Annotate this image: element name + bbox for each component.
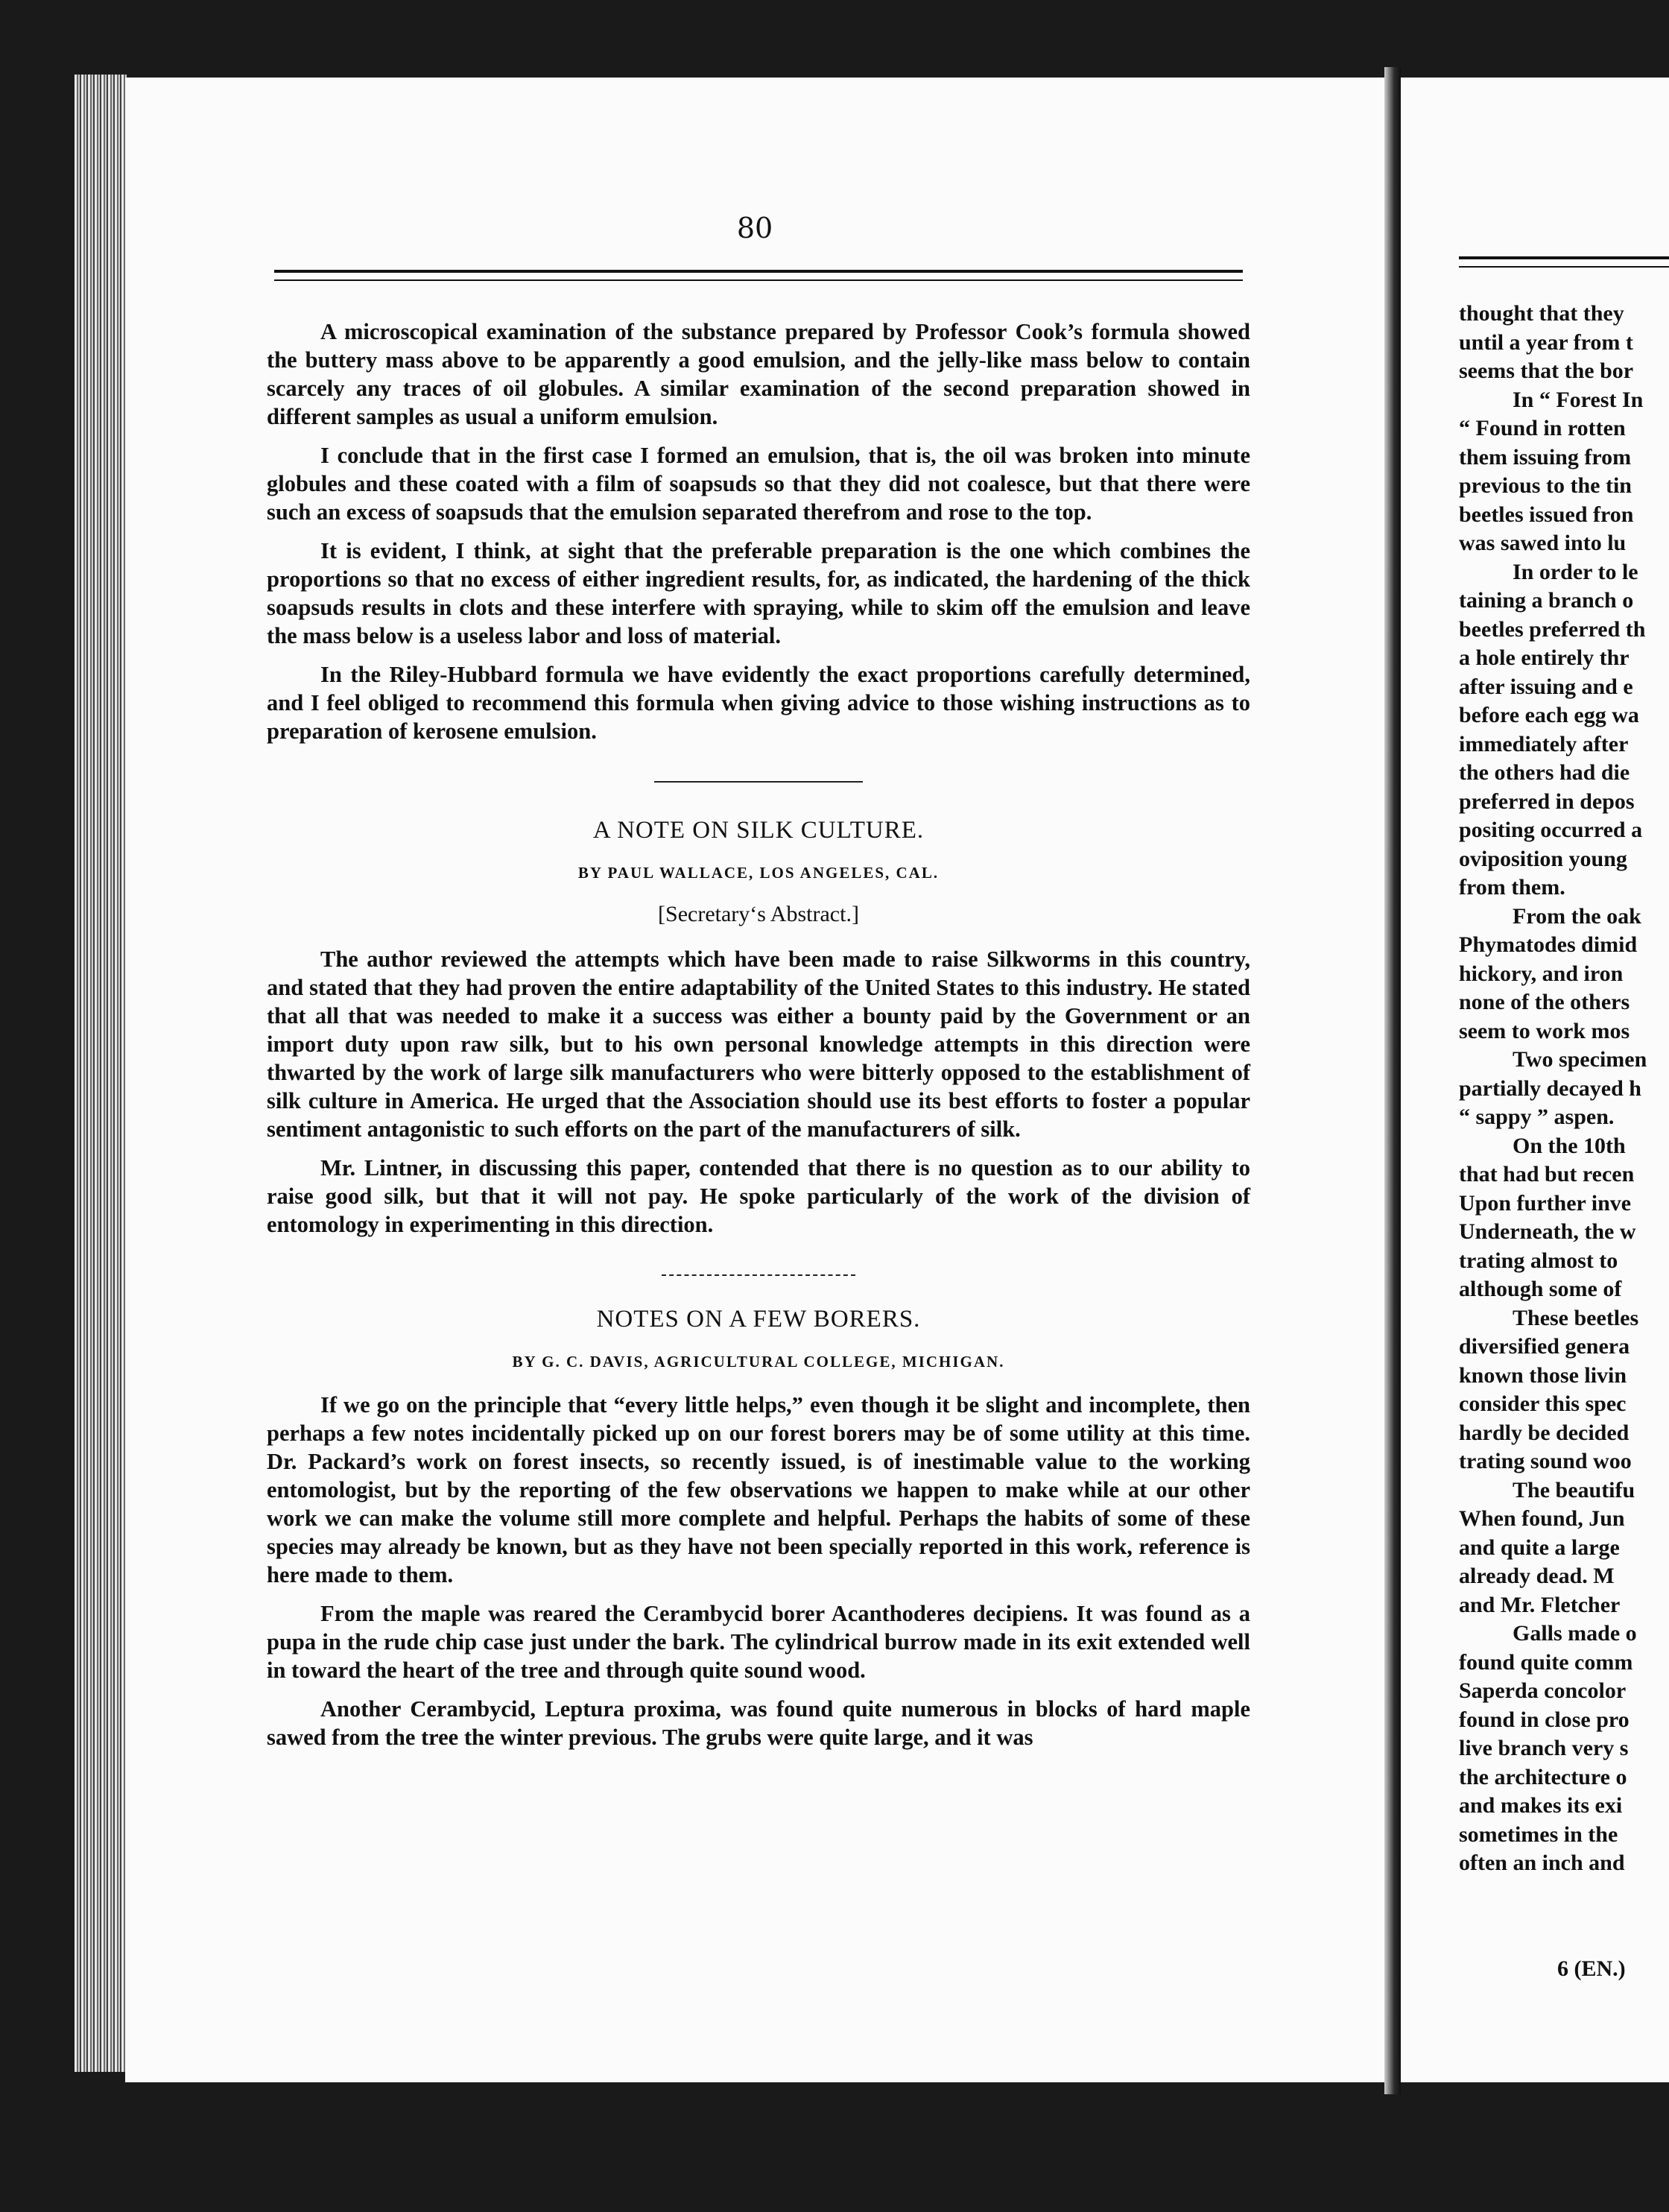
text-line: that had but recen (1459, 1162, 1635, 1186)
text-line: partially decayed h (1459, 1075, 1641, 1101)
text-line: beetles issued fron (1459, 502, 1634, 527)
page-gutter (1384, 67, 1401, 2094)
paragraph: A microscopical examination of the substance prepared by Professor Cook’s formula showed the buttery mass above to be apparently a good emulsion, and the jelly-like mass below to contain scarcely any traces of oil globules. A similar examination of the second preparation showed in different samples as usual a uniform emulsion. (267, 319, 1250, 429)
text-line: sometimes in the (1459, 1821, 1618, 1847)
article-title: NOTES ON A FEW BORERS. (596, 1306, 921, 1333)
text-line: From the oak (1513, 903, 1641, 929)
text-line: known those livin (1459, 1362, 1627, 1388)
left-page (125, 78, 1384, 2082)
text-line: none of the others (1459, 990, 1630, 1014)
signature-mark: 6 (EN.) (1557, 1956, 1626, 1981)
text-line: Underneath, the w (1459, 1219, 1636, 1244)
article-byline: BY G. C. DAVIS, AGRICULTURAL COLLEGE, MICHIGAN. (512, 1353, 1005, 1371)
silk-section (267, 817, 1250, 1239)
text-line: Phymatodes dimid (1459, 932, 1638, 957)
text-line: and quite a large (1459, 1535, 1620, 1560)
text-line: live branch very s (1459, 1736, 1629, 1760)
text-line: the architecture o (1459, 1764, 1627, 1789)
text-line: diversified genera (1459, 1334, 1630, 1359)
paragraph: In the Riley-Hubbard formula we have evidently the exact proportions carefully determined, and I feel obliged to recommend this formula when giving advice to those wishing instructions as to preparation of kerosene emulsion. (267, 662, 1250, 744)
text-line: Saperda concolor (1459, 1678, 1627, 1703)
borers-section (267, 1306, 1250, 1751)
text-line: In order to le (1513, 559, 1638, 584)
text-line: although some of (1459, 1277, 1622, 1301)
page-number: 80 (736, 212, 773, 244)
paragraph: Another Cerambycid, Leptura proxima, was found quite numerous in blocks of hard maple sawed from the tree the winter previous. The grubs were quite large, and it was (267, 1696, 1250, 1750)
text-line: Galls made o (1513, 1621, 1637, 1646)
paragraph: If we go on the principle that “every little helps,” even though it be slight and incomplete, then perhaps a few notes incidentally picked up on our forest borers may be of some utility at this time. Dr. Packard’s work on forest insects, so recently issued, is of inestimable value to the working entomologist, but by the reporting of the few observations we happen to make while at our other work we can make the volume still more complete and helpful. Perhaps the habits of some of these species may already be known, but as they have not been specially reported in this work, reference is here made to them. (267, 1392, 1250, 1587)
text-line: hardly be decided (1459, 1420, 1630, 1445)
text-line: was sawed into lu (1459, 531, 1627, 555)
text-line: When found, Jun (1459, 1506, 1625, 1531)
article-subtitle: [Secretary‘s Abstract.] (658, 902, 859, 926)
paragraph: From the maple was reared the Cerambycid borer Acanthoderes decipiens. It was found as a pupa in the rude chip case just under the bark. The cylindrical burrow made in its exit extended well in toward the heart of the tree and through quite sound wood. (267, 1601, 1250, 1683)
book-edge (75, 75, 127, 2072)
text-line: “ Found in rotten (1459, 416, 1626, 440)
text-line: previous to the tin (1459, 473, 1632, 498)
text-line: the others had die (1459, 760, 1630, 785)
right-column (1459, 300, 1669, 1878)
paragraph: It is evident, I think, at sight that the preferable preparation is the one which combines the proportions so that no excess of either ingredient results, for, as indicated, the hardening of the thick soapsuds results in clots and these interfere with spraying, while to skim off the emulsion and leave the mass below is a useless labor and loss of material. (267, 538, 1250, 648)
paragraph: Mr. Lintner, in discussing this paper, contended that there is no question as to our ability to raise good silk, but that it will not pay. He spoke particularly of the work of the division of entomology in experimenting in this direction. (267, 1155, 1250, 1237)
text-line: and makes its exi (1459, 1793, 1623, 1818)
text-line: hickory, and iron (1459, 961, 1624, 986)
section-divider (654, 781, 863, 783)
text-line: On the 10th (1513, 1133, 1626, 1158)
text-line: beetles preferred th (1459, 616, 1646, 642)
text-line: preferred in depos (1459, 789, 1635, 814)
article-title: A NOTE ON SILK CULTURE. (592, 817, 925, 844)
text-line: them issuing from (1459, 444, 1632, 470)
text-line: taining a branch o (1459, 588, 1634, 613)
text-line: The beautifu (1513, 1477, 1635, 1502)
text-line: until a year from t (1459, 329, 1633, 355)
paragraph: The author reviewed the attempts which have been made to raise Silkworms in this country, and stated that they had proven the entire adaptability of the United States to this industry. He stated that all that was needed to make it a success was either a bounty paid by the Government or an import duty upon raw silk, but to his own personal knowledge attempts in this direction were thwarted by the work of large silk manufacturers who were bitterly opposed to the establishment of silk culture in America. He urged that the Association should use its best efforts to foster a popular sentiment antagonistic to such efforts on the part of the manufacturers of silk. (267, 947, 1250, 1142)
left-column (267, 317, 1250, 1751)
text-line: consider this spec (1459, 1391, 1627, 1416)
text-line: oviposition young (1459, 846, 1627, 871)
emulsion-section (267, 317, 1250, 745)
text-line: “ sappy ” aspen. (1459, 1105, 1615, 1129)
text-line: already dead. M (1459, 1564, 1615, 1588)
text-line: trating almost to (1459, 1248, 1618, 1273)
text-line: seem to work mos (1459, 1018, 1630, 1043)
text-line: from them. (1459, 875, 1565, 900)
header-rule (1459, 256, 1669, 268)
text-line: immediately after (1459, 731, 1629, 756)
article-byline: BY PAUL WALLACE, LOS ANGELES, CAL. (577, 864, 940, 882)
section-divider (662, 1274, 855, 1276)
text-line: thought that they (1459, 301, 1624, 326)
header-rule (274, 270, 1243, 281)
text-line: positing occurred a (1459, 818, 1643, 842)
text-line: In “ Forest In (1513, 387, 1644, 412)
text-line: a hole entirely thr (1459, 645, 1630, 670)
text-line: after issuing and e (1459, 674, 1633, 699)
text-line: before each egg wa (1459, 703, 1639, 727)
paragraph: I conclude that in the first case I formed an emulsion, that is, the oil was broken into minute globules and these coated with a film of soapsuds so that they did not coalesce, but that there were such an excess of soapsuds that the emulsion separated therefrom and rose to the top. (267, 443, 1250, 525)
text-line: often an inch and (1459, 1851, 1625, 1875)
text-line: Upon further inve (1459, 1190, 1632, 1216)
text-line: found in close pro (1459, 1707, 1630, 1732)
text-line: Two specimen (1513, 1047, 1647, 1072)
right-page (1401, 78, 1669, 2082)
text-line: found quite comm (1459, 1649, 1633, 1675)
text-line: seems that the bor (1459, 358, 1634, 383)
text-line: trating sound woo (1459, 1449, 1632, 1473)
text-line: These beetles (1513, 1305, 1639, 1330)
text-line: and Mr. Fletcher (1459, 1592, 1621, 1617)
